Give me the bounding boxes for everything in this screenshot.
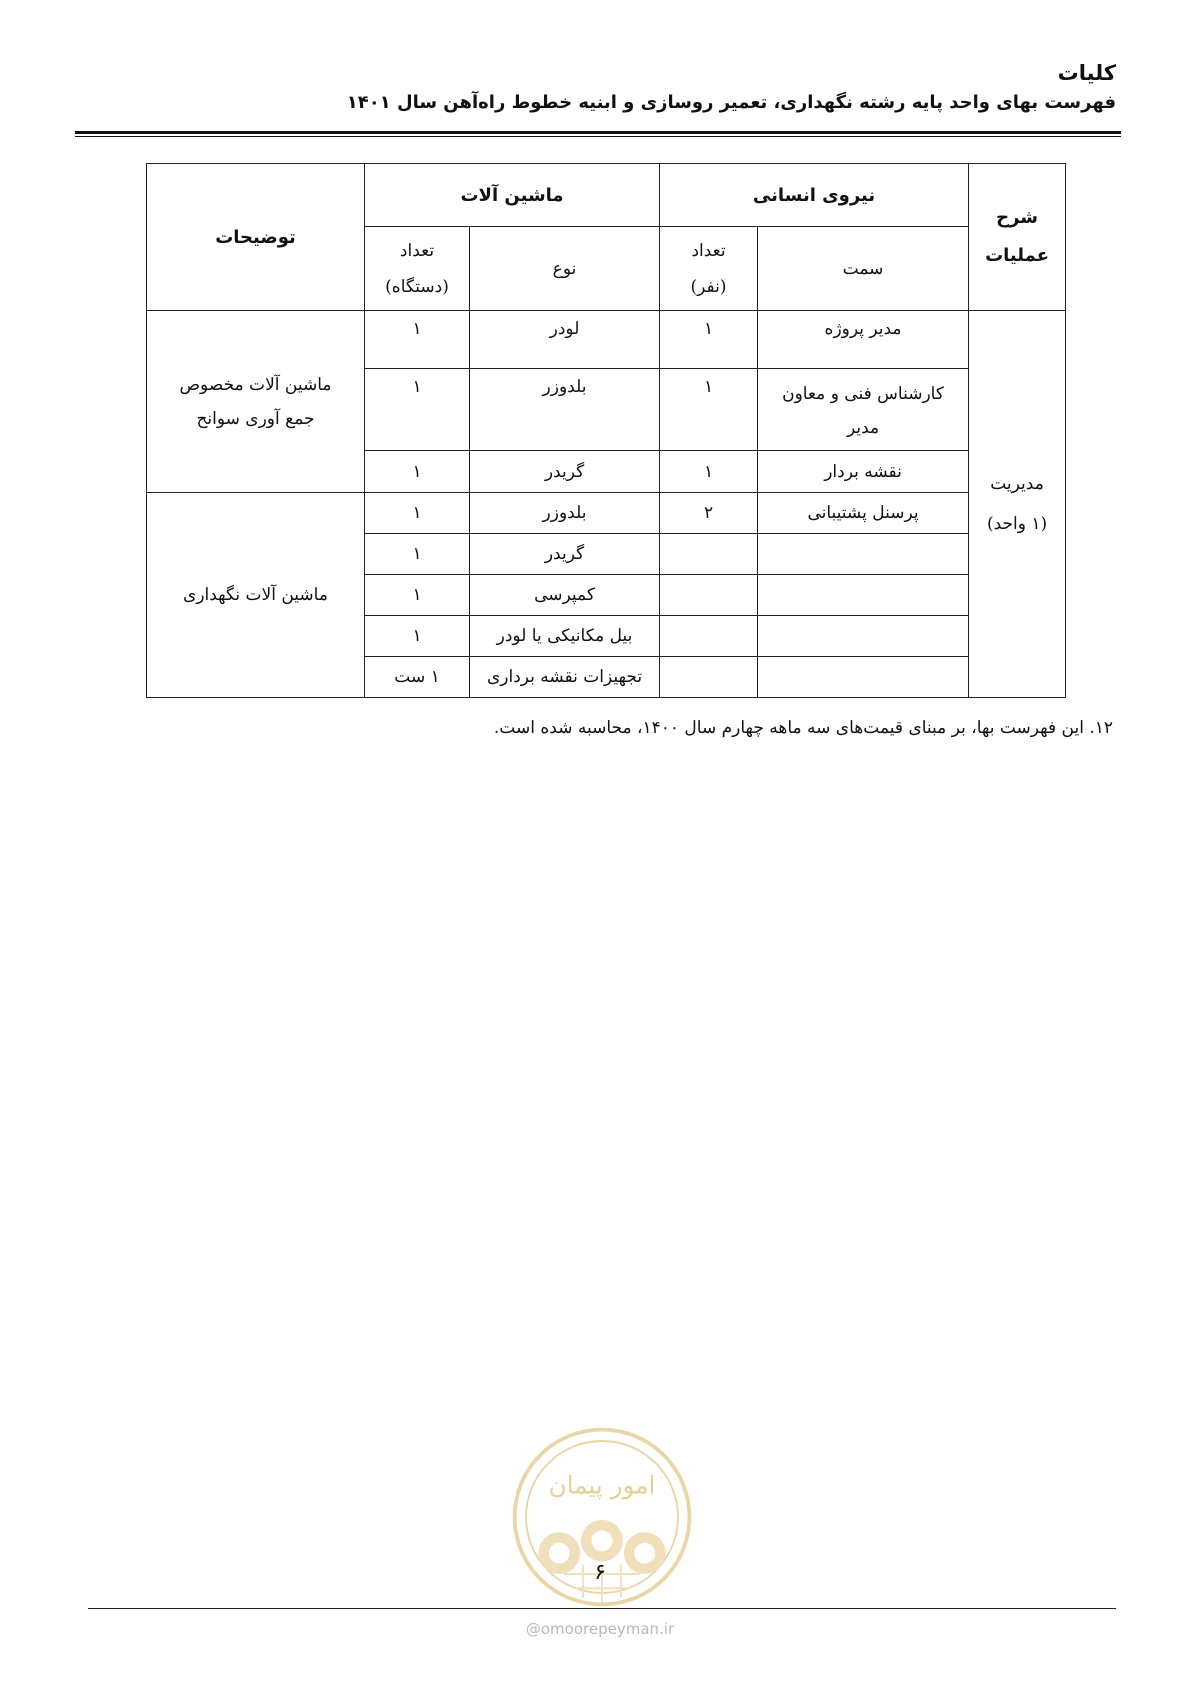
position-cell: پرسنل پشتیبانی bbox=[758, 493, 969, 534]
person-count-cell bbox=[660, 575, 758, 616]
device-count-cell: ۱ bbox=[365, 575, 470, 616]
page-header bbox=[75, 58, 1116, 118]
position-cell bbox=[758, 534, 969, 575]
device-count-cell: ۱ bbox=[365, 493, 470, 534]
document-title: فهرست بهای واحد پایه رشته نگهداری، تعمیر روسازی و ابنیه خطوط راه‌آهن سال ۱۴۰۱ bbox=[346, 92, 1116, 113]
type-cell: بلدوزر bbox=[470, 493, 660, 534]
subheader-person-count: تعداد (نفر) bbox=[660, 227, 758, 311]
watermark-url: @omoorepeyman.ir bbox=[525, 1620, 675, 1638]
position-cell: نقشه بردار bbox=[758, 451, 969, 493]
type-cell: گریدر bbox=[470, 534, 660, 575]
person-count-cell: ۲ bbox=[660, 493, 758, 534]
col-human-header: نیروی انسانی bbox=[660, 164, 969, 227]
type-cell: گریدر bbox=[470, 451, 660, 493]
person-count-cell bbox=[660, 657, 758, 698]
type-cell: لودر bbox=[470, 311, 660, 369]
position-cell bbox=[758, 657, 969, 698]
header-row-1 bbox=[147, 164, 1066, 227]
device-count-cell: ۱ ست bbox=[365, 657, 470, 698]
seal-text: امور پیمان bbox=[548, 1470, 656, 1500]
col-machine-header: ماشین آلات bbox=[365, 164, 660, 227]
col-operation-header: شرح عملیات bbox=[969, 164, 1066, 311]
device-count-cell: ۱ bbox=[365, 369, 470, 451]
description-cell-accident: ماشین آلات مخصوص جمع آوری سوانح bbox=[147, 311, 365, 493]
person-count-cell: ۱ bbox=[660, 311, 758, 369]
description-cell-maintenance: ماشین آلات نگهداری bbox=[147, 493, 365, 698]
device-count-cell: ۱ bbox=[365, 311, 470, 369]
header-rule-thick bbox=[75, 131, 1121, 134]
col-description-header: توضیحات bbox=[147, 164, 365, 311]
position-cell bbox=[758, 575, 969, 616]
person-count-cell bbox=[660, 534, 758, 575]
position-cell bbox=[758, 616, 969, 657]
operation-cell: مدیریت (۱ واحد) bbox=[969, 311, 1066, 698]
header-rule-thin bbox=[75, 136, 1121, 137]
operations-table bbox=[146, 163, 1066, 698]
footer-rule bbox=[88, 1608, 1116, 1609]
subheader-type: نوع bbox=[470, 227, 660, 311]
position-cell: مدیر پروژه bbox=[758, 311, 969, 369]
subheader-position: سمت bbox=[758, 227, 969, 311]
type-cell: بیل مکانیکی یا لودر bbox=[470, 616, 660, 657]
type-cell: تجهیزات نقشه برداری bbox=[470, 657, 660, 698]
person-count-cell: ۱ bbox=[660, 451, 758, 493]
subheader-device-count: تعداد (دستگاه) bbox=[365, 227, 470, 311]
table-row bbox=[147, 311, 1066, 369]
device-count-cell: ۱ bbox=[365, 616, 470, 657]
device-count-cell: ۱ bbox=[365, 534, 470, 575]
person-count-cell bbox=[660, 616, 758, 657]
position-cell: کارشناس فنی و معاون مدیر bbox=[758, 369, 969, 451]
page-number: ۶ bbox=[594, 1560, 606, 1585]
section-category: کلیات bbox=[1057, 61, 1116, 85]
person-count-cell: ۱ bbox=[660, 369, 758, 451]
type-cell: کمپرسی bbox=[470, 575, 660, 616]
table-row bbox=[147, 493, 1066, 534]
type-cell: بلدوزر bbox=[470, 369, 660, 451]
footnote: ۱۲. این فهرست بها، بر مبنای قیمت‌های سه ماهه چهارم سال ۱۴۰۰، محاسبه شده است. bbox=[493, 718, 1113, 738]
device-count-cell: ۱ bbox=[365, 451, 470, 493]
